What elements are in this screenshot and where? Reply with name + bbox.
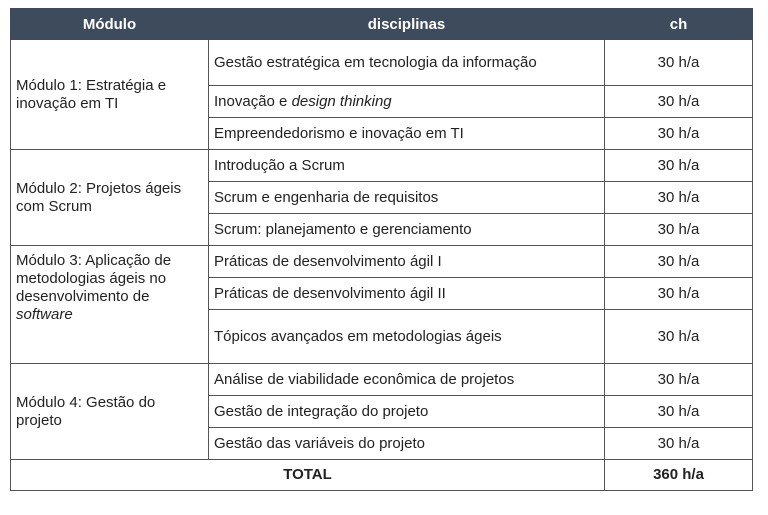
table-row xyxy=(11,40,753,86)
discipline-ch: 30 h/a xyxy=(605,364,753,396)
discipline-name: Práticas de desenvolvimento ágil I xyxy=(209,246,605,278)
discipline-name: Gestão das variáveis do projeto xyxy=(209,428,605,460)
table-row xyxy=(11,364,753,396)
header-row xyxy=(11,9,753,40)
table-row xyxy=(11,246,753,278)
curriculum-table xyxy=(10,8,753,491)
discipline-name xyxy=(209,86,605,118)
total-label: TOTAL xyxy=(11,460,605,491)
discipline-ch: 30 h/a xyxy=(605,182,753,214)
discipline-ch: 30 h/a xyxy=(605,150,753,182)
discipline-ch: 30 h/a xyxy=(605,278,753,310)
discipline-name: Scrum e engenharia de requisitos xyxy=(209,182,605,214)
discipline-ch: 30 h/a xyxy=(605,310,753,364)
discipline-name: Empreendedorismo e inovação em TI xyxy=(209,118,605,150)
discipline-name-italic: design thinking xyxy=(291,92,392,110)
discipline-ch: 30 h/a xyxy=(605,396,753,428)
module-4-name: Módulo 4: Gestão do projeto xyxy=(11,364,209,460)
discipline-ch: 30 h/a xyxy=(605,214,753,246)
total-row xyxy=(11,460,753,491)
discipline-ch: 30 h/a xyxy=(605,118,753,150)
discipline-name: Gestão estratégica em tecnologia da informação xyxy=(209,40,605,86)
discipline-name: Gestão de integração do projeto xyxy=(209,396,605,428)
discipline-name: Práticas de desenvolvimento ágil II xyxy=(209,278,605,310)
module-3-name-italic: software xyxy=(16,306,73,323)
discipline-ch: 30 h/a xyxy=(605,86,753,118)
header-disciplinas: disciplinas xyxy=(209,9,605,40)
discipline-name: Introdução a Scrum xyxy=(209,150,605,182)
discipline-ch: 30 h/a xyxy=(605,246,753,278)
module-2-name: Módulo 2: Projetos ágeis com Scrum xyxy=(11,150,209,246)
header-ch: ch xyxy=(605,9,753,40)
discipline-ch: 30 h/a xyxy=(605,428,753,460)
module-3-name xyxy=(11,246,209,364)
table-row xyxy=(11,150,753,182)
discipline-name-plain: Inovação e xyxy=(214,92,292,110)
header-modulo: Módulo xyxy=(11,9,209,40)
discipline-name: Análise de viabilidade econômica de projetos xyxy=(209,364,605,396)
total-value: 360 h/a xyxy=(605,460,753,491)
module-3-name-plain: Módulo 3: Aplicação de metodologias ágeis no desenvolvimento de xyxy=(16,252,172,305)
discipline-ch: 30 h/a xyxy=(605,40,753,86)
discipline-name: Tópicos avançados em metodologias ágeis xyxy=(209,310,605,364)
module-1-name: Módulo 1: Estratégia e inovação em TI xyxy=(11,40,209,150)
discipline-name: Scrum: planejamento e gerenciamento xyxy=(209,214,605,246)
